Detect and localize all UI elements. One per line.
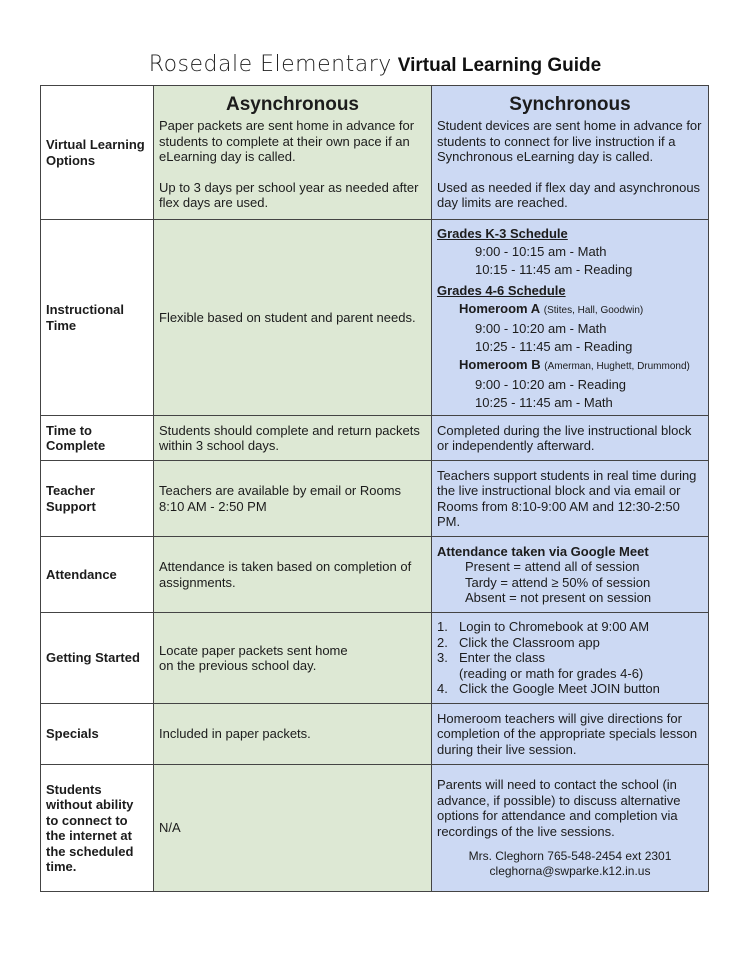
- guide-title: Virtual Learning Guide: [397, 55, 602, 76]
- row-label-teacher-support: Teacher Support: [41, 461, 154, 537]
- attendance-item: Absent = not present on session: [465, 590, 652, 605]
- step-item: 4. Click the Google Meet JOIN button: [437, 681, 660, 697]
- homeroom-a-teachers: (Stites, Hall, Goodwin): [543, 305, 644, 316]
- async-teacher-support-line2: 8:10 AM - 2:50 PM: [159, 498, 267, 514]
- row-label-attendance: Attendance: [41, 537, 154, 613]
- sync-attendance: [432, 537, 709, 613]
- async-options-cell: [154, 86, 432, 220]
- row-teacher-support: [41, 461, 709, 537]
- step-item: 3. Enter the class: [437, 650, 545, 666]
- g46-schedule-heading: Grades 4-6 Schedule: [437, 283, 566, 298]
- async-getting-started-line2: on the previous school day.: [159, 658, 317, 673]
- row-label-specials: Specials: [41, 704, 154, 765]
- row-time-to-complete: [41, 416, 709, 461]
- contact-email[interactable]: cleghorna@swparke.k12.in.us: [489, 864, 651, 878]
- homeroom-a-item: 9:00 - 10:20 am - Math: [475, 321, 607, 336]
- async-options-text-2: Up to 3 days per school year as needed after flex days are used.: [159, 179, 419, 210]
- contact-info: [437, 849, 703, 879]
- contact-phone: Mrs. Cleghorn 765-548-2454 ext 2301: [468, 849, 672, 863]
- row-label-getting-started: Getting Started: [41, 613, 154, 704]
- async-getting-started-line1: Locate paper packets sent home: [159, 642, 348, 658]
- row-label-instructional-time: Instructional Time: [41, 220, 154, 416]
- row-label-no-internet: Students without ability to connect to the internet at the scheduled time.: [41, 765, 154, 892]
- attendance-item: Tardy = attend ≥ 50% of session: [465, 574, 651, 590]
- page-title: [0, 52, 750, 86]
- sync-options-text-1: Student devices are sent home in advance for students to connect for live instruction if a Synchronous eLearning day is called.: [437, 118, 702, 164]
- attendance-item: Present = attend all of session: [465, 559, 640, 574]
- sync-no-internet: [432, 765, 709, 892]
- async-teacher-support: [154, 461, 432, 537]
- sync-options-cell: [432, 86, 709, 220]
- row-attendance: [41, 537, 709, 613]
- homeroom-b-item: 9:00 - 10:20 am - Reading: [475, 377, 627, 392]
- step-item: 1. Login to Chromebook at 9:00 AM: [437, 619, 650, 635]
- sync-getting-started: [432, 613, 709, 704]
- column-header-asynchronous: Asynchronous: [225, 94, 360, 115]
- homeroom-b: [437, 356, 703, 376]
- attendance-heading: Attendance taken via Google Meet: [437, 543, 649, 559]
- async-options-text-1: Paper packets are sent home in advance for students to complete at their own pace if an eLearning day is called.: [159, 118, 415, 164]
- sync-teacher-support: Teachers support students in real time during the live instructional block and via email or Rooms from 8:10-9:00 AM and 12:30-2:50 PM.: [432, 461, 709, 537]
- homeroom-b-name: Homeroom B: [459, 357, 541, 372]
- row-label-time-to-complete: Time to Complete: [41, 416, 154, 461]
- column-header-synchronous: Synchronous: [509, 94, 631, 115]
- sync-instructional-time: [432, 220, 709, 416]
- homeroom-a-name: Homeroom A: [459, 301, 541, 316]
- school-name: Rosedale Elementary: [148, 52, 392, 77]
- async-getting-started: [154, 613, 432, 704]
- async-no-internet: N/A: [154, 765, 432, 892]
- k3-schedule-item: 9:00 - 10:15 am - Math: [475, 244, 607, 259]
- row-getting-started: [41, 613, 709, 704]
- sync-options-text-2: Used as needed if flex day and asynchronous day limits are reached.: [437, 179, 701, 210]
- homeroom-b-teachers: (Amerman, Hughett, Drummond): [544, 361, 690, 372]
- async-attendance: Attendance is taken based on completion of assignments.: [154, 537, 432, 613]
- async-teacher-support-line1: Teachers are available by email or Rooms: [159, 483, 402, 498]
- homeroom-a: [437, 300, 703, 320]
- step-item-note: (reading or math for grades 4-6): [459, 665, 644, 681]
- async-specials: Included in paper packets.: [154, 704, 432, 765]
- homeroom-b-item: 10:25 - 11:45 am - Math: [475, 395, 613, 410]
- k3-schedule-heading: Grades K-3 Schedule: [437, 226, 568, 241]
- sync-specials: Homeroom teachers will give directions for completion of the appropriate specials lesson during their live session.: [432, 704, 709, 765]
- row-label-options: Virtual Learning Options: [41, 86, 154, 220]
- step-item: 2. Click the Classroom app: [437, 634, 600, 650]
- k3-schedule-item: 10:15 - 11:45 am - Reading: [475, 262, 633, 277]
- row-virtual-learning-options: [41, 86, 709, 220]
- getting-started-steps: [437, 619, 703, 697]
- homeroom-a-item: 10:25 - 11:45 am - Reading: [475, 339, 633, 354]
- virtual-learning-table: [40, 85, 709, 892]
- row-instructional-time: [41, 220, 709, 416]
- async-time-to-complete: Students should complete and return packets within 3 school days.: [154, 416, 432, 461]
- row-specials: [41, 704, 709, 765]
- row-no-internet: [41, 765, 709, 892]
- sync-no-internet-text: Parents will need to contact the school (in advance, if possible) to discuss alternative options for attendance and completion via recordings of the live sessions.: [437, 777, 681, 839]
- sync-time-to-complete: Completed during the live instructional block or independently afterward.: [432, 416, 709, 461]
- async-instructional-time: Flexible based on student and parent needs.: [154, 220, 432, 416]
